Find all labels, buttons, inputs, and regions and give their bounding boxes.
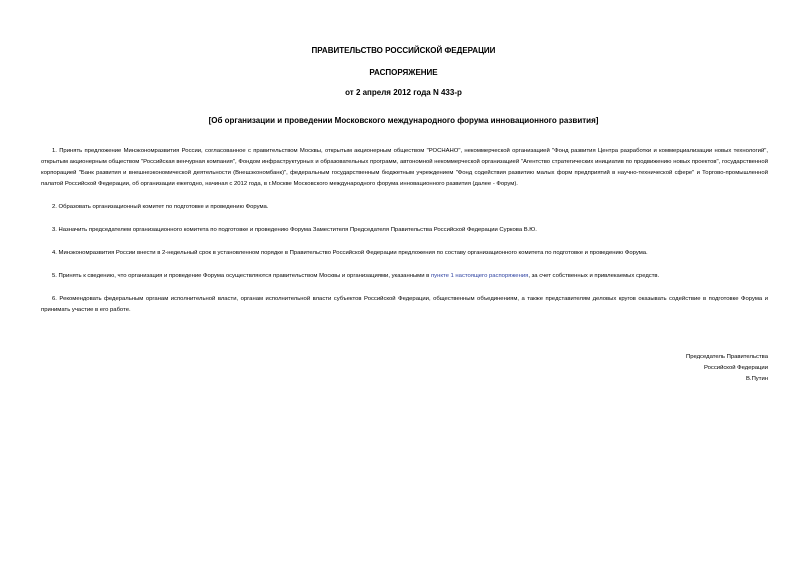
signatory-name: В.Путин	[746, 376, 768, 382]
document-title: [Об организации и проведении Московского международного форума инновационного развития]	[208, 116, 599, 125]
paragraph-5	[41, 271, 768, 282]
paragraph-5-text-end: , за счет собственных и привлекаемых средств.	[528, 273, 660, 279]
paragraph-2: 2. Образовать организационный комитет по подготовке и проведению Форума.	[52, 204, 269, 210]
paragraph-5-text-start: 5. Принять к сведению, что организация и проведение Форума осуществляются правительством Москвы и организациями, указанными в	[52, 273, 431, 279]
paragraph-1: 1. Принять предложение Минэкономразвития России, согласованное с правительством Москвы, открытым акционерным обществом "РОСНАНО", некоммерческой организацией "Фонд развития Центра разработки и коммерциализации новых технологий", открытым акционерным обществом "Российская венчурная компания", Фондом инфраструктурных и образовательных программ, автономной некоммерческой организацией "Агентство стратегических инициатив по продвижению новых проектов", государственной корпорацией "Банк развития и внешнеэкономической деятельности (Внешэкономбанк)", федеральным государственным бюджетным учреждением "Фонд содействия развитию малых форм предприятий в научно-технической сфере" и Торгово-промышленной палатой Российской Федерации, об организации ежегодно, начиная с 2012 года, в г.Москве Московского международного форума инновационного развития (далее - Форум).	[41, 148, 768, 187]
paragraph-4: 4. Минэкономразвития России внести в 2-недельный срок в установленном порядке в Правительство Российской Федерации предложения по составу организационного комитета по подготовке и проведению Форума.	[52, 250, 648, 256]
paragraph-1-reference-link[interactable]: пункте 1 настоящего распоряжения	[430, 273, 529, 279]
document-type: РАСПОРЯЖЕНИЕ	[369, 68, 438, 77]
document-body	[41, 146, 768, 328]
signatory-country: Российской Федерации	[703, 365, 768, 371]
signatory-title: Председатель Правительства	[685, 354, 768, 360]
paragraph-6: 6. Рекомендовать федеральным органам исполнительной власти, органам исполнительной власти субъектов Российской Федерации, общественным объединениям, а также представителям деловых кругов оказывать содействие в подготовке Форума и принимать участие в его работе.	[41, 296, 768, 313]
paragraph-3: 3. Назначить председателем организационного комитета по подготовке и проведению Форума Заместителя Председателя Правительства Российской Федерации Суркова В.Ю.	[52, 227, 537, 233]
document-date-number: от 2 апреля 2012 года N 433-р	[345, 88, 462, 97]
signature-block	[560, 352, 768, 385]
issuing-authority: ПРАВИТЕЛЬСТВО РОССИЙСКОЙ ФЕДЕРАЦИИ	[311, 46, 496, 55]
